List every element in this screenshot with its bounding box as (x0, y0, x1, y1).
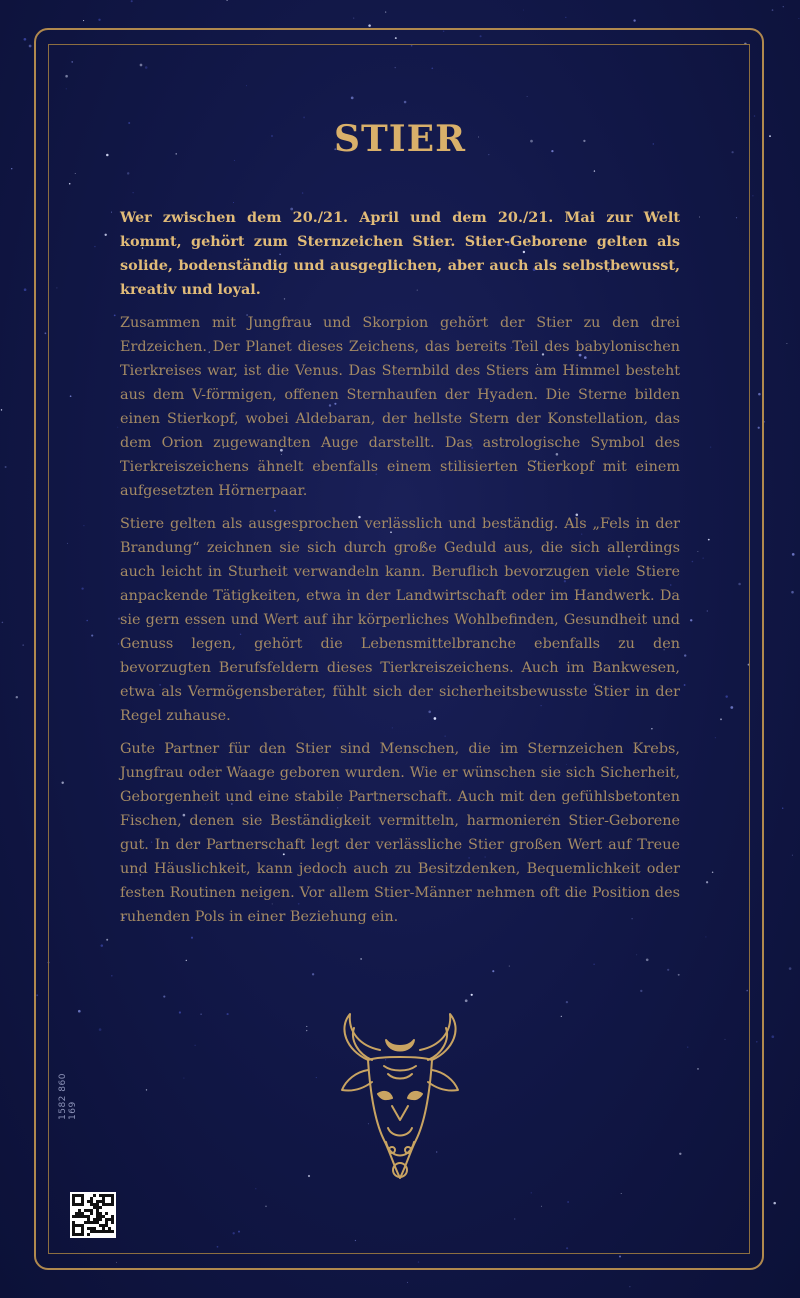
star (16, 696, 18, 698)
star (523, 10, 524, 11)
star (24, 288, 27, 291)
star (2, 622, 4, 624)
text-body (120, 206, 680, 938)
star (629, 1286, 630, 1287)
intro-paragraph: Wer zwischen dem 20./21. April und dem 20./21. Mai zur Welt kommt, gehört zum Sternzeichen Stier. Stier-Geborene gelten als solide, bodenständig und ausgeglichen, aber auch als selbstbewusst, kreativ und loyal. (120, 209, 680, 298)
taurus-bull-head-icon (328, 1010, 472, 1186)
paragraph-origin: Zusammen mit Jungfrau und Skorpion gehört der Stier zu den drei Erdzeichen. Der Planet dieses Zeichens, das bereits Teil des babylonischen Tierkreises war, ist die Venus. Das Sternbild des Stiers am Himmel besteht aus dem V-förmigen, offenen Sternhaufen der Hyaden. Die Sterne bilden einen Stierkopf, wobei Aldebaran, der hellste Stern der Konstellation, das dem Orion zugewandten Auge darstellt. Das astrologische Symbol des Tierkreiszeichens ähnelt ebenfalls einem stilisierten Stierkopf mit einem aufgesetzten Hörnerpaar. (120, 315, 680, 499)
qr-code-icon (70, 1192, 116, 1238)
star (368, 24, 371, 27)
star (786, 343, 787, 344)
star (24, 38, 27, 41)
star (772, 9, 774, 11)
star (226, 0, 228, 1)
star (782, 808, 783, 809)
page-title: STIER (334, 118, 466, 160)
star (83, 20, 84, 21)
star (385, 12, 386, 13)
paragraph-character: Stiere gelten als ausgesprochen verlässlich und beständig. Als „Fels in der Brandung“ zeichnen sie sich durch große Geduld aus, die sich allerdings auch leicht in Sturheit verwandeln kann. Beruflich bevorzugen viele Stiere anpackende Tätigkeiten, etwa in der Landwirtschaft oder im Handwerk. Da sie gern essen und Wert auf ihr körperliches Wohlbefinden, Gesundheit und Genuss legen, gehört die Lebensmittelbranche ebenfalls zu den bevorzugten Berufsfeldern dieses Tierkreiszeichens. Auch im Bankwesen, etwa als Vermögensberater, fühlt sich der sicherheitsbewusste Stier in der Regel zuhause. (120, 516, 680, 724)
star (11, 168, 12, 169)
star (98, 19, 100, 21)
star (783, 6, 784, 7)
side-code: 1582 860 169 (58, 1073, 78, 1120)
star (565, 17, 566, 18)
star (1, 409, 2, 410)
star (771, 1035, 774, 1038)
star (798, 18, 799, 19)
star (131, 0, 133, 2)
star (792, 855, 793, 856)
star (789, 967, 792, 970)
star (353, 18, 354, 19)
star (5, 466, 7, 468)
paragraph-partners: Gute Partner für den Stier sind Menschen, die im Sternzeichen Krebs, Jungfrau oder Waage geboren wurden. Wie er wünschen sie sich Sicherheit, Geborgenheit und eine stabile Partnerschaft. Auch mit den gefühlsbetonten Fischen, denen sie Beständigkeit vermitteln, harmonieren Stier-Geborene gut. In der Partnerschaft legt der verlässliche Stier großen Wert auf Treue und Häuslichkeit, kann jedoch auch zu Besitzdenken, Bequemlichkeit oder festen Routinen neigen. Vor allem Stier-Männer nehmen oft die Position des ruhenden Pols in einer Beziehung ein. (120, 741, 680, 925)
star (29, 45, 32, 48)
star (633, 19, 635, 21)
star (407, 1282, 408, 1283)
star (773, 1202, 776, 1205)
star (22, 644, 24, 646)
star (792, 553, 795, 556)
star (791, 591, 794, 594)
